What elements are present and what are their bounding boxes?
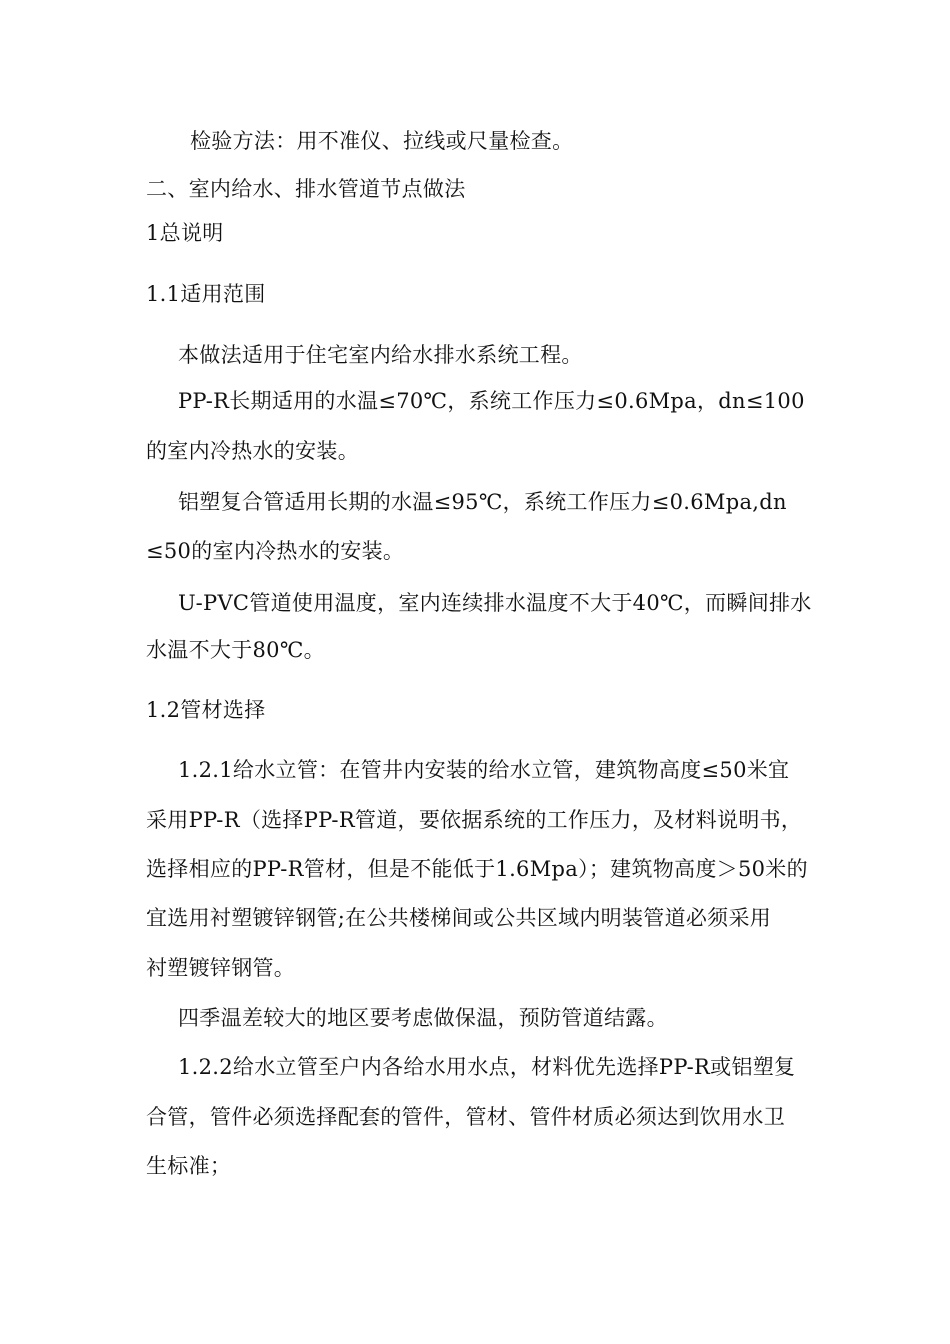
paragraph-ppr-line1: PP-R长期适用的水温≤70℃，系统工作压力≤0.6Mpa，dn≤100 [178, 389, 805, 413]
paragraph-riser-line1: 1.2.1给水立管：在管井内安装的给水立管，建筑物高度≤50米宜 [178, 758, 790, 782]
paragraph-aluminum-line2: ≤50的室内冷热水的安装。 [146, 539, 405, 563]
section-heading: 二、室内给水、排水管道节点做法 [146, 177, 466, 201]
paragraph-insulation: 四季温差较大的地区要考虑做保温，预防管道结露。 [178, 1006, 668, 1030]
heading-scope: 1.1适用范围 [146, 282, 266, 306]
paragraph-branch-line2: 合管，管件必须选择配套的管件，管材、管件材质必须达到饮用水卫 [146, 1105, 785, 1129]
heading-general-description: 1总说明 [146, 221, 224, 245]
paragraph-riser-line3: 选择相应的PP-R管材，但是不能低于1.6Mpa）；建筑物高度＞50米的 [146, 857, 808, 881]
paragraph-upvc-line2: 水温不大于80℃。 [146, 638, 325, 662]
paragraph-branch-line1: 1.2.2给水立管至户内各给水用水点，材料优先选择PP-R或铝塑复 [178, 1055, 796, 1079]
paragraph-riser-line5: 衬塑镀锌钢管。 [146, 956, 296, 980]
paragraph-riser-line2: 采用PP-R（选择PP-R管道，要依据系统的工作压力，及材料说明书， [146, 808, 803, 832]
paragraph-aluminum-line1: 铝塑复合管适用长期的水温≤95℃，系统工作压力≤0.6Mpa,dn [178, 490, 787, 514]
paragraph-scope: 本做法适用于住宅室内给水排水系统工程。 [178, 343, 583, 367]
heading-pipe-selection: 1.2管材选择 [146, 698, 266, 722]
paragraph-riser-line4: 宜选用衬塑镀锌钢管;在公共楼梯间或公共区域内明装管道必须采用 [146, 906, 772, 930]
paragraph-branch-line3: 生标准； [146, 1154, 232, 1178]
line-inspection-method: 检验方法：用不准仪、拉线或尺量检查。 [190, 129, 574, 153]
paragraph-ppr-line2: 的室内冷热水的安装。 [146, 439, 359, 463]
paragraph-upvc-line1: U-PVC管道使用温度，室内连续排水温度不大于40℃，而瞬间排水 [178, 591, 812, 615]
